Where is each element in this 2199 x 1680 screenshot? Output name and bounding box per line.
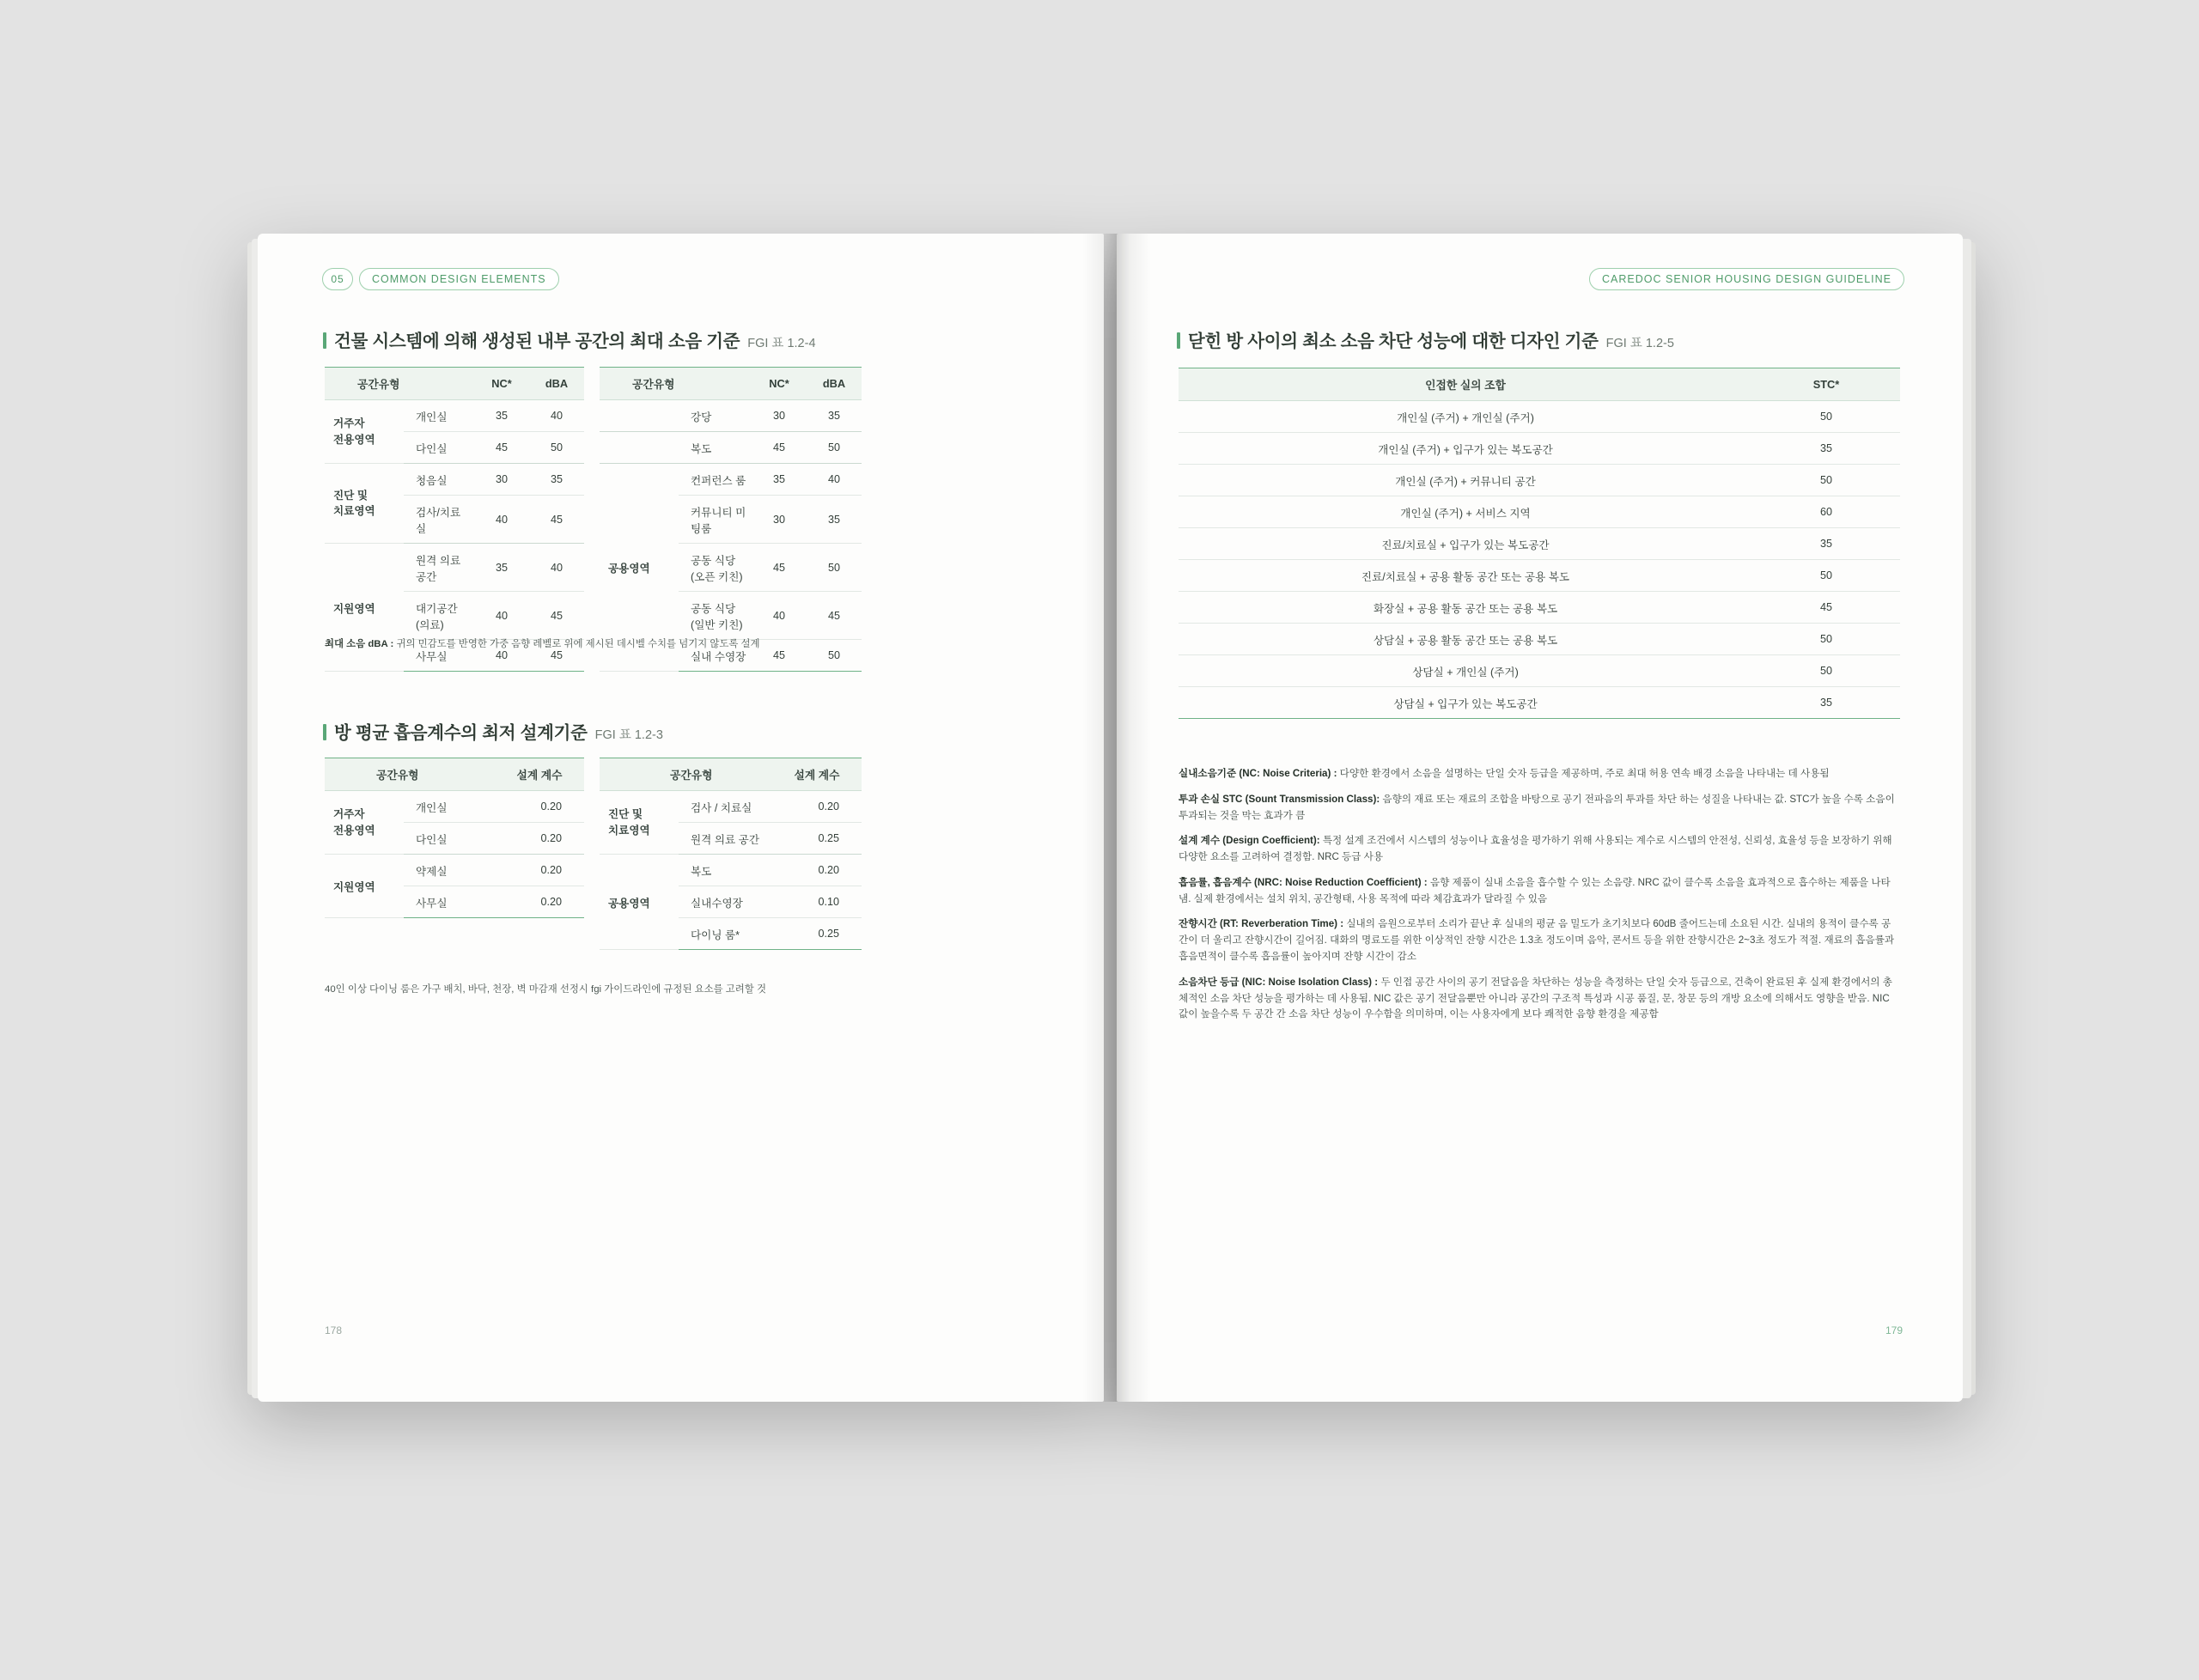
col-room-combination: 인접한 실의 조합 <box>1179 368 1752 401</box>
table-row <box>1179 624 1900 655</box>
row-dba: 40 <box>529 400 584 432</box>
row-category: 거주자 전용영역 <box>325 400 404 464</box>
table-row <box>1179 560 1900 592</box>
row-nc: 45 <box>752 432 807 464</box>
table-row <box>1179 528 1900 560</box>
row-stc: 50 <box>1752 401 1900 433</box>
row-coefficient: 0.20 <box>495 791 584 823</box>
table-row <box>600 464 862 496</box>
noise-table-left <box>325 367 584 672</box>
row-space: 원격 의료 공간 <box>404 544 474 592</box>
row-combo: 진료/치료실 + 입구가 있는 복도공간 <box>1179 528 1752 560</box>
row-stc: 50 <box>1752 655 1900 687</box>
col-space-type: 공간유형 <box>600 368 752 400</box>
stc-table <box>1179 368 1900 719</box>
row-category: 진단 및 치료영역 <box>600 791 679 855</box>
row-space: 원격 의료 공간 <box>679 823 772 855</box>
row-nc: 40 <box>474 592 529 640</box>
col-dba: dBA <box>529 368 584 400</box>
row-coefficient: 0.20 <box>495 855 584 886</box>
row-space: 약제실 <box>404 855 495 886</box>
row-combo: 개인실 (주거) + 개인실 (주거) <box>1179 401 1752 433</box>
row-dba: 40 <box>807 464 862 496</box>
table-row <box>1179 655 1900 687</box>
glossary-body: 다양한 환경에서 소음을 설명하는 단일 숫자 등급을 제공하며, 주로 최대 허용 연속 배경 소음을 나타내는 데 사용됨 <box>1337 768 1830 779</box>
row-stc: 60 <box>1752 496 1900 528</box>
guideline-title-badge: CAREDOC SENIOR HOUSING DESIGN GUIDELINE <box>1589 268 1904 290</box>
glossary-item <box>1179 792 1900 825</box>
row-dba: 45 <box>529 592 584 640</box>
table-row <box>1179 592 1900 624</box>
row-space: 강당 <box>679 400 752 432</box>
table-row <box>325 544 584 592</box>
chapter-number-badge: 05 <box>322 268 353 290</box>
glossary-body: 두 인접 공간 사이의 공기 전달음을 차단하는 성능을 측정하는 단일 숫자 등급으로, 건축이 완료된 후 실제 환경에서의 총체적인 소음 차단 성능을 평가하는 데 사용됨. NIC 값은 공기 전달음뿐만 아니라 공간의 구조적 특성과 시공 품질, 문, 창문 등의 개방 요소에 의해서도 영향을 받음. NIC 값이 높을수록 두 공간 간 소음 차단 성능이 우수함을 의미하며, 이는 사용자에게 보다 쾌적한 음향 환경을 제공함 <box>1179 976 1892 1020</box>
right-page-number: 179 <box>1885 1324 1903 1336</box>
glossary-item <box>1179 975 1900 1023</box>
row-combo: 상담실 + 입구가 있는 복도공간 <box>1179 687 1752 719</box>
row-space: 다인실 <box>404 823 495 855</box>
row-space: 사무실 <box>404 886 495 918</box>
row-nc: 40 <box>752 592 807 640</box>
open-book <box>258 234 1963 1402</box>
section-2-title-text: 방 평균 흡음계수의 최저 설계기준 <box>334 723 588 743</box>
glossary-body: 음향의 재료 또는 재료의 조합을 바탕으로 공기 전파음의 투과를 차단 하는 성질을 나타내는 값. STC가 높을 수록 소음이 투과되는 것을 막는 효과가 큼 <box>1179 793 1895 821</box>
row-stc: 50 <box>1752 624 1900 655</box>
row-coefficient: 0.10 <box>772 886 862 918</box>
title-bar-accent <box>1177 332 1180 349</box>
row-category <box>600 432 679 464</box>
glossary-term: 투과 손실 STC (Sount Transmission Class): <box>1179 793 1380 805</box>
absorption-table-left <box>325 758 584 918</box>
table-row <box>600 432 862 464</box>
section-1-title <box>323 326 816 352</box>
section-3-title-text: 닫힌 방 사이의 최소 소음 차단 성능에 대한 디자인 기준 <box>1188 332 1599 351</box>
row-dba: 50 <box>807 432 862 464</box>
table-row <box>325 855 584 886</box>
row-nc: 35 <box>474 400 529 432</box>
table-row <box>600 400 862 432</box>
row-combo: 개인실 (주거) + 입구가 있는 복도공간 <box>1179 433 1752 465</box>
row-dba: 35 <box>807 496 862 544</box>
row-category: 공용영역 <box>600 855 679 950</box>
row-dba: 35 <box>807 400 862 432</box>
left-page <box>258 234 1104 1402</box>
glossary-body: 실내의 음원으로부터 소리가 끝난 후 실내의 평균 음 밀도가 초기치보다 60dB 줄어드는데 소요된 시간. 실내의 용적이 클수록 공간이 더 울리고 잔향시간이 길어짐. 대화의 명료도를 위한 이상적인 잔향 시간은 1.3초 정도이며 음악, 콘서트 등을 위한 잔향시간은 2~3초 정도가 적절. 재료의 흡음률과 흡음면적이 클수록 흡음률이 높아지며 잔향 시간이 감소 <box>1179 918 1895 963</box>
section-3-reference: FGI 표 1.2-5 <box>1605 337 1674 350</box>
row-stc: 45 <box>1752 592 1900 624</box>
row-combo: 상담실 + 개인실 (주거) <box>1179 655 1752 687</box>
row-combo: 화장실 + 공용 활동 공간 또는 공용 복도 <box>1179 592 1752 624</box>
col-nc: NC* <box>752 368 807 400</box>
glossary-item <box>1179 833 1900 866</box>
footnote-label: 최대 소음 dBA : <box>325 639 394 649</box>
row-space: 사무실 <box>404 640 474 672</box>
row-space: 컨퍼런스 룸 <box>679 464 752 496</box>
glossary-body: 음향 제품이 실내 소음을 흡수할 수 있는 소음량. NRC 값이 클수록 소음을 효과적으로 흡수하는 제품을 나타냄. 실제 환경에서는 설치 위치, 공간형태, 사용 목적에 따라 체감효과가 달라질 수 있음 <box>1179 876 1891 904</box>
col-nc: NC* <box>474 368 529 400</box>
title-bar-accent <box>323 332 326 349</box>
col-space-type: 공간유형 <box>600 758 772 791</box>
row-category: 진단 및 치료영역 <box>325 464 404 544</box>
row-dba: 45 <box>807 592 862 640</box>
row-stc: 50 <box>1752 560 1900 592</box>
left-page-number: 178 <box>325 1324 343 1336</box>
row-space: 공동 식당 (일반 키친) <box>679 592 752 640</box>
table-row <box>600 791 862 823</box>
col-coefficient: 설계 계수 <box>772 758 862 791</box>
row-space: 복도 <box>679 432 752 464</box>
row-dba: 50 <box>807 640 862 672</box>
row-category: 공용영역 <box>600 464 679 672</box>
col-dba: dBA <box>807 368 862 400</box>
row-space: 실내 수영장 <box>679 640 752 672</box>
right-page <box>1117 234 1963 1402</box>
row-space: 대기공간 (의료) <box>404 592 474 640</box>
col-space-type: 공간유형 <box>325 368 474 400</box>
row-coefficient: 0.25 <box>772 823 862 855</box>
section-1-reference: FGI 표 1.2-4 <box>747 337 816 350</box>
row-coefficient: 0.20 <box>772 791 862 823</box>
left-page-header <box>322 268 559 290</box>
row-category: 거주자 전용영역 <box>325 791 404 855</box>
glossary-list <box>1179 766 1900 1032</box>
glossary-body: 특정 설계 조건에서 시스템의 성능이나 효율성을 평가하기 위해 사용되는 계수로 시스템의 안전성, 신뢰성, 효율성 등을 보장하기 위해 다양한 요소를 고려하여 결정함. NRC 등급 사용 <box>1179 835 1892 863</box>
row-nc: 45 <box>752 640 807 672</box>
noise-table-right <box>600 367 862 672</box>
row-space: 실내수영장 <box>679 886 772 918</box>
row-combo: 상담실 + 공용 활동 공간 또는 공용 복도 <box>1179 624 1752 655</box>
row-space: 다인실 <box>404 432 474 464</box>
table-row <box>325 464 584 496</box>
row-nc: 30 <box>752 496 807 544</box>
row-coefficient: 0.20 <box>772 855 862 886</box>
glossary-term: 흡음률, 흡음계수 (NRC: Noise Reduction Coefficient) : <box>1179 876 1428 888</box>
row-stc: 35 <box>1752 528 1900 560</box>
glossary-term: 실내소음기준 (NC: Noise Criteria) : <box>1179 768 1337 779</box>
row-stc: 35 <box>1752 687 1900 719</box>
absorption-table-right <box>600 758 862 950</box>
col-coefficient: 설계 계수 <box>495 758 584 791</box>
row-nc: 45 <box>474 432 529 464</box>
row-stc: 50 <box>1752 465 1900 496</box>
row-nc: 30 <box>752 400 807 432</box>
row-space: 개인실 <box>404 400 474 432</box>
table-row <box>325 791 584 823</box>
row-dba: 50 <box>529 432 584 464</box>
table-row <box>1179 496 1900 528</box>
row-space: 청음실 <box>404 464 474 496</box>
row-combo: 개인실 (주거) + 커뮤니티 공간 <box>1179 465 1752 496</box>
row-nc: 35 <box>752 464 807 496</box>
row-space: 개인실 <box>404 791 495 823</box>
glossary-item <box>1179 875 1900 908</box>
table-row <box>325 400 584 432</box>
section-2-title <box>323 718 663 744</box>
row-nc: 35 <box>474 544 529 592</box>
section-1-title-text: 건물 시스템에 의해 생성된 내부 공간의 최대 소음 기준 <box>334 332 740 351</box>
right-page-header <box>1589 268 1904 290</box>
glossary-item <box>1179 916 1900 965</box>
glossary-term: 소음차단 등급 (NIC: Noise Isolation Class) : <box>1179 976 1379 988</box>
row-space: 다이닝 룸* <box>679 918 772 950</box>
row-nc: 45 <box>752 544 807 592</box>
footnote-text: 귀의 민감도를 반영한 가중 음향 레벨로 위에 제시된 데시벨 수치를 넘기지 않도록 설계 <box>393 639 760 649</box>
row-space: 복도 <box>679 855 772 886</box>
row-coefficient: 0.20 <box>495 823 584 855</box>
row-nc: 30 <box>474 464 529 496</box>
section-3-title <box>1177 326 1674 352</box>
glossary-item <box>1179 766 1900 782</box>
glossary-term: 설계 계수 (Design Coefficient): <box>1179 835 1320 847</box>
row-dba: 45 <box>529 496 584 544</box>
row-coefficient: 0.20 <box>495 886 584 918</box>
chapter-label-badge: COMMON DESIGN ELEMENTS <box>359 268 559 290</box>
row-dba: 50 <box>807 544 862 592</box>
table-row <box>1179 433 1900 465</box>
row-nc: 40 <box>474 640 529 672</box>
row-combo: 개인실 (주거) + 서비스 지역 <box>1179 496 1752 528</box>
row-stc: 35 <box>1752 433 1900 465</box>
row-space: 검사/치료실 <box>404 496 474 544</box>
row-nc: 40 <box>474 496 529 544</box>
row-dba: 35 <box>529 464 584 496</box>
col-space-type: 공간유형 <box>325 758 495 791</box>
section-2-reference: FGI 표 1.2-3 <box>594 728 663 742</box>
title-bar-accent <box>323 724 326 740</box>
row-coefficient: 0.25 <box>772 918 862 950</box>
table-row <box>600 855 862 886</box>
row-dba: 45 <box>529 640 584 672</box>
row-space: 커뮤니티 미팅룸 <box>679 496 752 544</box>
glossary-term: 잔향시간 (RT: Reverberation Time) : <box>1179 918 1344 930</box>
section-1-footnote <box>325 637 874 653</box>
table-row <box>1179 465 1900 496</box>
row-category: 지원영역 <box>325 544 404 672</box>
row-category <box>600 400 679 432</box>
row-space: 검사 / 치료실 <box>679 791 772 823</box>
row-dba: 40 <box>529 544 584 592</box>
col-stc: STC* <box>1752 368 1900 401</box>
row-space: 공동 식당 (오픈 키친) <box>679 544 752 592</box>
table-row <box>1179 687 1900 719</box>
section-2-footnote: 40인 이상 다이닝 룸은 가구 배치, 바닥, 천장, 벽 마감재 선정시 fgi 가이드라인에 규정된 요소를 고려할 것 <box>325 984 766 995</box>
row-category: 지원영역 <box>325 855 404 918</box>
table-row <box>1179 401 1900 433</box>
row-combo: 진료/치료실 + 공용 활동 공간 또는 공용 복도 <box>1179 560 1752 592</box>
